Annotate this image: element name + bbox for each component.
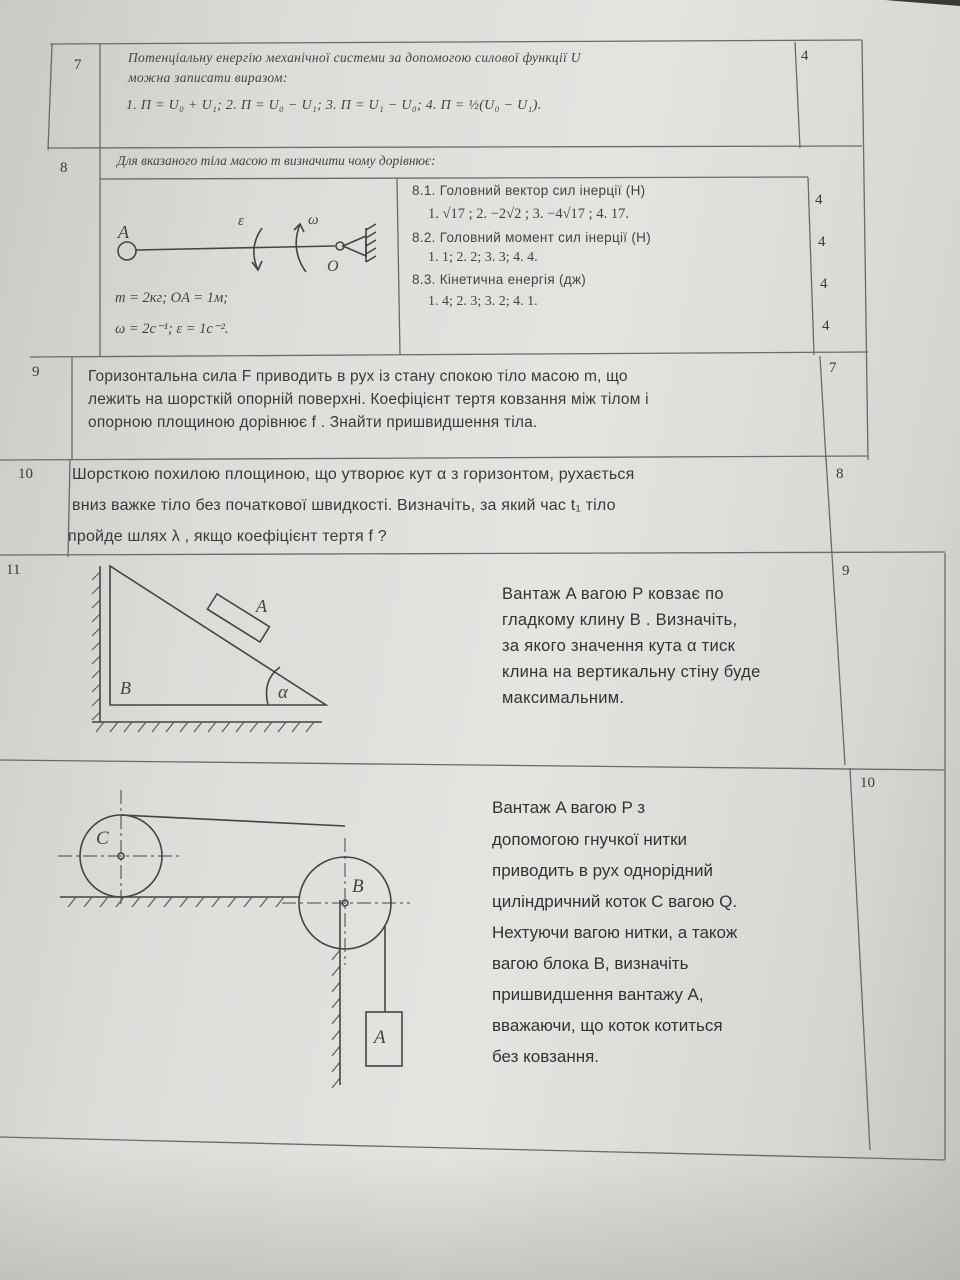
floor-hatching	[68, 897, 340, 1088]
question-text: вважаючи, що коток котиться	[492, 1016, 723, 1035]
label-epsilon: ε	[238, 213, 244, 229]
subquestion-options: 1. 4; 2. 3; 3. 2; 4. 1.	[428, 294, 538, 309]
subquestion-title: 8.2. Головний момент сил інерції (Н)	[412, 230, 652, 245]
question-header: Для вказаного тіла масою m визначити чому дорівнює:	[117, 153, 436, 168]
row-number: 11	[6, 562, 21, 578]
question-text: Горизонтальна сила F приводить в рух із стану спокою тіло масою m, що	[88, 368, 628, 385]
question-text: циліндричний коток C вагою Q.	[492, 892, 738, 911]
question-text: пришвидшення вантажу A,	[492, 985, 704, 1004]
question-text: Вантаж A вагою P з	[492, 798, 646, 817]
question-text: опорною площиною дорівнює f . Знайти пришвидшення тіла.	[88, 414, 538, 431]
row-number: 7	[74, 57, 82, 73]
row-points: 4	[801, 48, 809, 64]
question-text: пройде шлях λ , якщо коефіцієнт тертя f ?	[68, 528, 387, 545]
answer-options: 1. П = U₀ + U₁; 2. П = U₀ − U₁; 3. П = U₁ − U₀; 4. П = ½(U₀ − U₁).	[126, 98, 542, 113]
question-text: без ковзання.	[492, 1047, 600, 1066]
wall-hatching	[92, 572, 314, 732]
label-B: B	[352, 876, 364, 897]
question-text: Потенціальну енергію механічної системи за допомогою силової функції U	[128, 50, 581, 65]
label-A: A	[256, 596, 267, 616]
question-text: Шорсткою похилою площиною, що утворює кут α з горизонтом, рухається	[72, 466, 635, 483]
label-C: C	[96, 828, 109, 849]
question-text: приводить в рух однорідний	[492, 861, 713, 880]
given-values: m = 2кг; OA = 1м;	[115, 290, 229, 306]
question-text: Нехтуючи вагою нитки, а також	[492, 923, 738, 942]
question-text: допомогою гнучкої нитки	[492, 830, 688, 849]
row-points: 4	[815, 192, 823, 208]
question-text: клина на вертикальну стіну буде	[502, 663, 761, 681]
row-points: 7	[829, 360, 837, 376]
given-values: ω = 2c⁻¹; ε = 1c⁻².	[115, 321, 229, 337]
row-points: 8	[836, 466, 844, 482]
subquestion-title: 8.3. Кінетична енергія (дж)	[412, 272, 587, 287]
row-points: 4	[822, 318, 830, 334]
question-text: вниз важке тіло без початкової швидкості. Визначіть, за який час t₁ тіло	[72, 497, 616, 514]
subquestion-options: 1. √17 ; 2. −2√2 ; 3. −4√17 ; 4. 17.	[428, 206, 629, 222]
row-points: 9	[842, 563, 850, 579]
question-text: Вантаж A вагою P ковзає по	[502, 585, 724, 603]
subquestion-options: 1. 1; 2. 2; 3. 3; 4. 4.	[428, 250, 538, 265]
label-alpha: α	[278, 682, 288, 703]
question-text: вагою блока B, визначіть	[492, 954, 689, 973]
label-A: A	[374, 1027, 386, 1048]
question-text: максимальним.	[502, 689, 625, 707]
row-points: 4	[820, 276, 828, 292]
question-text: за якого значення кута α тиск	[502, 637, 736, 655]
label-B: B	[120, 678, 131, 698]
subquestion-title: 8.1. Головний вектор сил інерції (Н)	[412, 183, 646, 198]
row-number: 10	[18, 466, 33, 482]
question-text: можна записати виразом:	[128, 70, 288, 85]
row-points: 10	[860, 775, 875, 791]
label-O: O	[327, 258, 339, 275]
question-text: лежить на шорсткій опорній поверхні. Коефіцієнт тертя ковзання між тілом і	[88, 391, 649, 408]
question-text: гладкому клину B . Визначіть,	[502, 611, 738, 629]
label-A: A	[118, 222, 129, 242]
pulley-figure	[58, 790, 410, 1085]
row-number: 8	[60, 160, 68, 176]
label-omega: ω	[308, 212, 319, 228]
row-number: 9	[32, 364, 40, 380]
row-points: 4	[818, 234, 826, 250]
